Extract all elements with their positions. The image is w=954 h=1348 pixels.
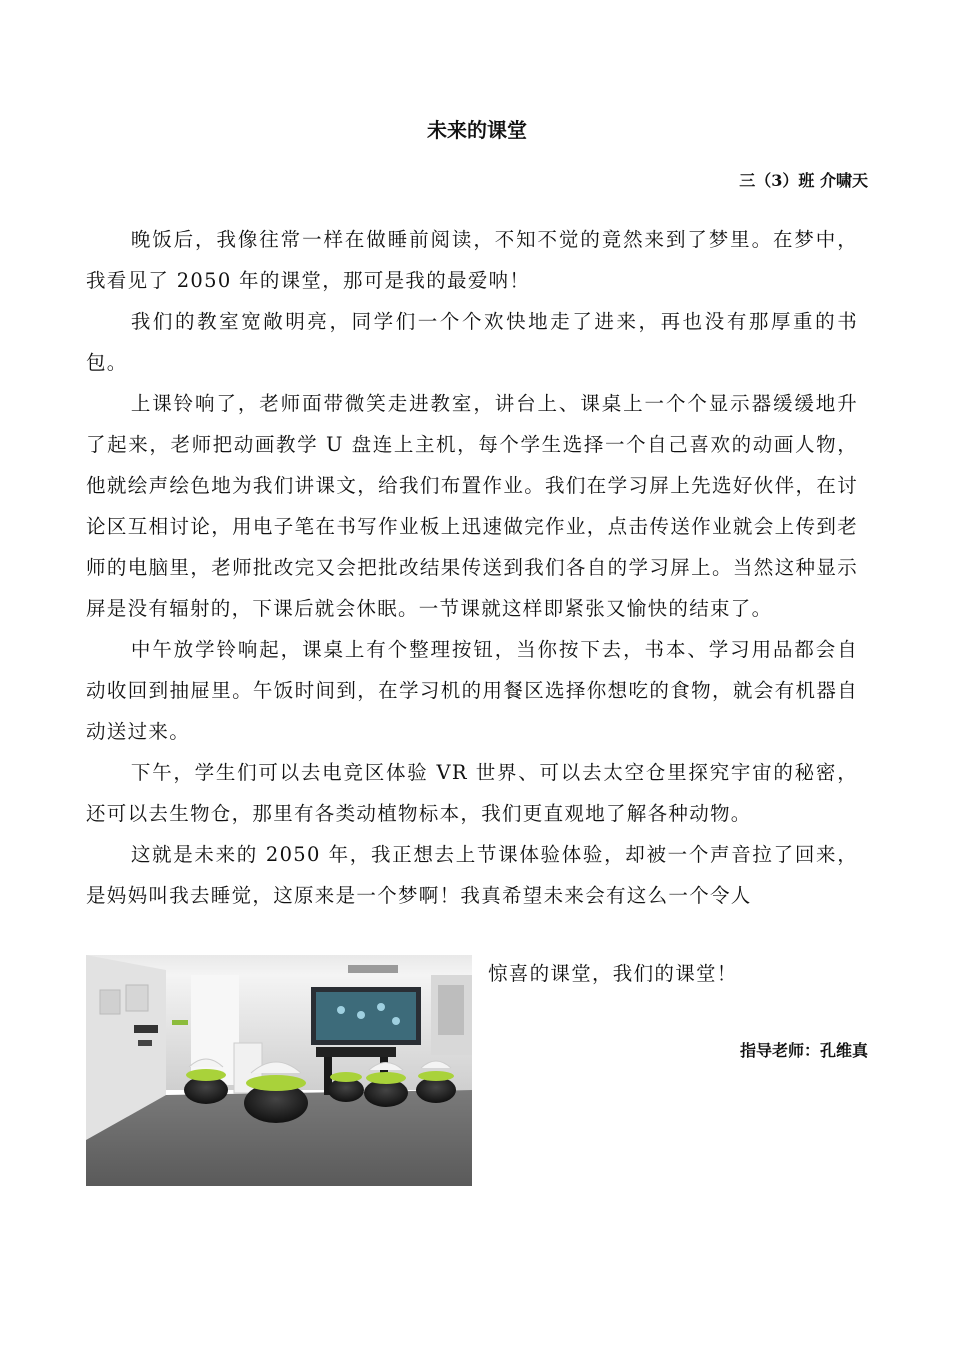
paragraph: 下午，学生们可以去电竞区体验 VR 世界、可以去太空仓里探究宇宙的秘密，还可以去生物仓，那里有各类动植物标本，我们更直观地了解各种动物。 [86,761,858,825]
paragraph: 晚饭后，我像往常一样在做睡前阅读，不知不觉的竟然来到了梦里。在梦中，我看见了 2050 年的课堂，那可是我的最爱呐！ [86,228,858,292]
teacher-line: 指导老师：孔维真 [739,1041,868,1060]
author-line: 三（3）班 介啸天 [739,171,868,190]
classroom-photo [86,955,472,1186]
paragraph-tail: 惊喜的课堂，我们的课堂！ [488,962,738,985]
paragraph: 这就是未来的 2050 年，我正想去上节课体验体验，却被一个声音拉了回来，是妈妈叫我去睡觉，这原来是一个梦啊！我真希望未来会有这么一个令人 [86,843,858,907]
paragraph: 我们的教室宽敞明亮，同学们一个个欢快地走了进来，再也没有那厚重的书包。 [86,310,858,374]
classroom-illustration [86,955,472,1186]
essay-body [86,219,858,916]
essay-title: 未来的课堂 [427,118,527,142]
paragraph: 中午放学铃响起，课桌上有个整理按钮，当你按下去，书本、学习用品都会自动收回到抽屉里。午饭时间到，在学习机的用餐区选择你想吃的食物，就会有机器自动送过来。 [86,638,858,743]
paragraph: 上课铃响了，老师面带微笑走进教室，讲台上、课桌上一个个显示器缓缓地升了起来，老师把动画教学 U 盘连上主机，每个学生选择一个自己喜欢的动画人物，他就绘声绘色地为我们讲课文，给我们布置作业。我们在学习屏上先选好伙伴，在讨论区互相讨论，用电子笔在书写作业板上迅速做完作业，点击传送作业就会上传到老师的电脑里，老师批改完又会把批改结果传送到我们各自的学习屏上。当然这种显示屏是没有辐射的，下课后就会休眠。一节课就这样即紧张又愉快的结束了。 [86,392,858,620]
